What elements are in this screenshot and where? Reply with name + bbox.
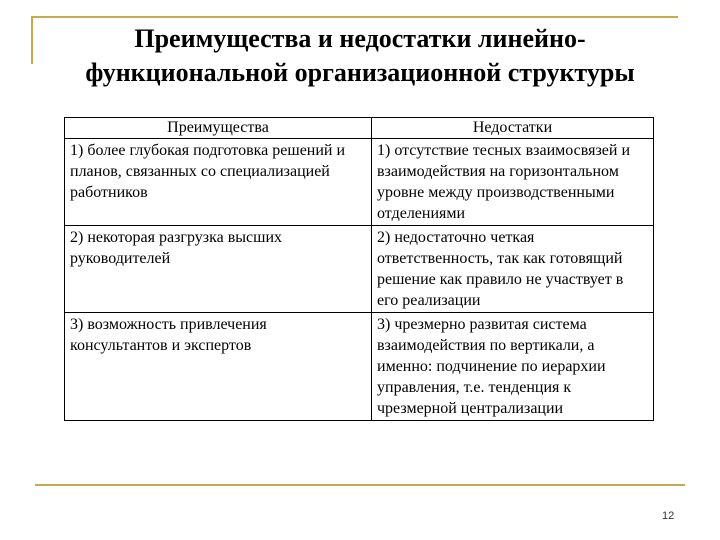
page-number: 12 bbox=[662, 510, 675, 522]
disadvantage-cell: 2) недостаточно четкая ответственность, так как готовящий решение как правило не участвует в его реализации bbox=[372, 226, 654, 313]
comparison-table bbox=[64, 117, 654, 421]
advantage-cell: 1) более глубокая подготовка решений и планов, связанных со специализацией работников bbox=[65, 139, 372, 226]
frame-left-line bbox=[31, 16, 33, 64]
table-row bbox=[65, 313, 654, 421]
table-header-row bbox=[65, 118, 654, 139]
slide-title bbox=[40, 22, 680, 90]
header-disadvantages: Недостатки bbox=[372, 118, 654, 139]
disadvantage-cell: 1) отсутствие тесных взаимосвязей и взаимодействия на горизонтальном уровне между производственными отделениями bbox=[372, 139, 654, 226]
advantage-cell: 3) возможность привлечения консультантов и экспертов bbox=[65, 313, 372, 421]
table-row bbox=[65, 139, 654, 226]
frame-bottom-line bbox=[35, 484, 685, 486]
advantage-cell: 2) некоторая разгрузка высших руководителей bbox=[65, 226, 372, 313]
header-advantages: Преимущества bbox=[65, 118, 372, 139]
slide-title-line-2: функциональной организационной структуры bbox=[85, 58, 635, 87]
frame-top-line bbox=[31, 16, 678, 18]
disadvantage-cell: 3) чрезмерно развитая система взаимодействия по вертикали, а именно: подчинение по иерархии управления, т.е. тенденция к чрезмерной централизации bbox=[372, 313, 654, 421]
slide-title-line-1: Преимущества и недостатки линейно- bbox=[134, 24, 586, 53]
table-row bbox=[65, 226, 654, 313]
